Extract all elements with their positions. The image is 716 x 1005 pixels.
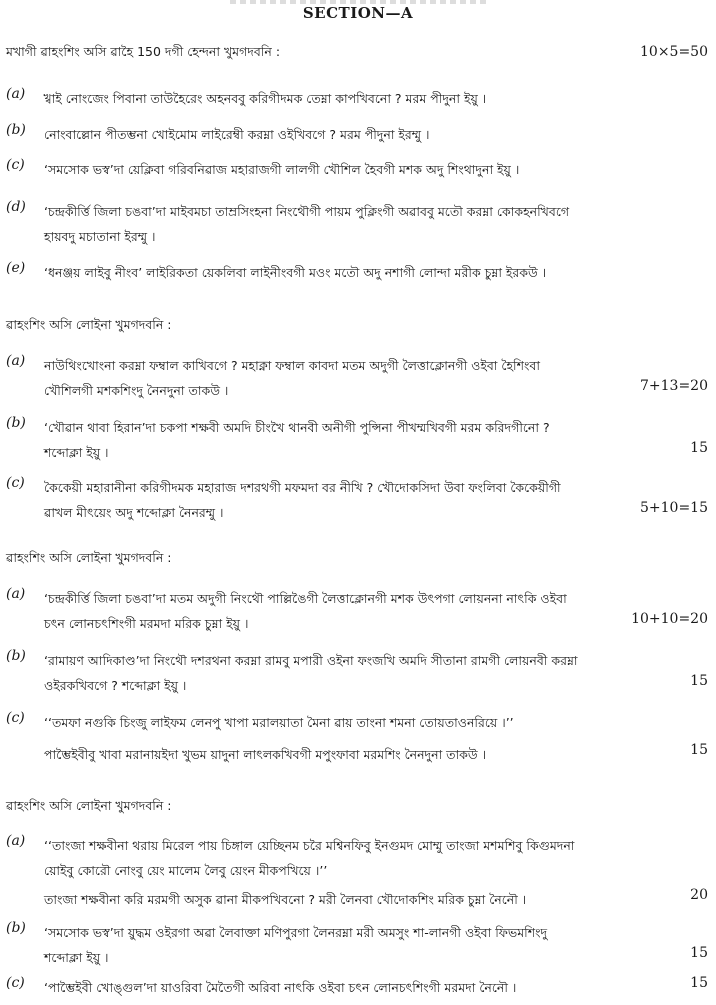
question-text-cont: ৱাখল মীৎয়েং অদু শব্দোক্লা নৈনরম্মু । — [44, 505, 224, 520]
question-label: (c) — [6, 157, 25, 173]
question-text: ‘‘তমফা নগুকি চিংজু লাইফম লেনপু খাপা মরালয়াতা মৈনা ৱায় তাংনা শমনা তোয়তাওনরিয়ে ।’’ — [44, 715, 514, 730]
question-label: (c) — [6, 710, 25, 726]
question-text: নাউথিংখোংনা করম্না ফম্বাল কাখিবগে ? মহাক্না ফম্বাল কাবদা মতম অদুগী লৈত্তাক্লোনগী ওইবা হৈশিংবা — [44, 358, 540, 373]
question-text: ‘চন্দ্রকীর্ত্তি জিলা চঙবা’দা মতম অদুগী নিংথৌ পাল্লিঙৈগী লৈত্তাক্লোনগী মশক উৎপগা লোয়ননা নাৎকি ওইবা — [44, 591, 567, 606]
group-1-marks: 10×5=50 — [640, 44, 708, 60]
question-marks: 7+13=20 — [640, 378, 708, 394]
question-1d — [6, 199, 708, 249]
question-text: ‘ধনঞ্জয় লাইবু নীংব’ লাইরিকতা য়েকলিবা লাইনীংবগী মওং মতৌ অদু নশাগী লোন্দা মরীক চুম্না ইরকউ । — [44, 265, 547, 280]
group-2-intro — [6, 317, 708, 337]
question-1e — [6, 260, 708, 285]
question-text: ‘সমসোক ভস্ব’দা য়েক্লিবা গরিবনিৱাজ মহারাজগী লালগী খৌশিল হৈবগী মশক অদু শিংথাদুনা ইয়ু । — [44, 162, 520, 177]
question-text: নোংবাল্লোন পীতম্ভনা খোইমোম লাইরেম্বী করম্না ওইখিবগে ? মরম পীদুনা ইরম্মু । — [44, 127, 430, 142]
question-label: (a) — [6, 586, 26, 602]
question-3c — [6, 710, 708, 767]
question-label: (e) — [6, 260, 26, 276]
group-3-intro — [6, 550, 708, 570]
question-marks: 15 — [690, 440, 708, 456]
question-4b — [6, 920, 708, 970]
question-2a — [6, 353, 708, 403]
question-text-cont: হায়বদু মচাতানা ইরম্মু । — [44, 229, 156, 244]
question-text-cont: য়োইবু কোরৌ নোংবু য়েং মালেম লৈবু য়েংন মীকপখিয়ে ।’’ — [44, 863, 328, 878]
question-1c — [6, 157, 708, 182]
question-text: ‘পাম্ভৈইবী খোঙ্গুল’দা য়াওরিবা মৈতৈগী অরিবা নাৎকি ওইবা চৎন লোনচৎশিংগী মরমদা নৈনৌ । — [44, 980, 517, 995]
question-marks: 10+10=20 — [631, 611, 708, 627]
question-2c — [6, 475, 708, 525]
question-3b — [6, 648, 708, 698]
question-2b — [6, 415, 708, 465]
question-label: (a) — [6, 86, 26, 102]
question-label: (b) — [6, 122, 26, 138]
question-label: (c) — [6, 475, 25, 491]
question-label: (a) — [6, 353, 26, 369]
question-label: (c) — [6, 975, 25, 991]
question-label: (a) — [6, 833, 26, 849]
question-text: ‘সমসোক ভস্ব’দা য়ুদ্ধম ওইরগা অৱা লৈবাক্তা মণিপুরগা লৈনরম্না মরী অমসুং শা-লানগী ওইবা ফিভমশিংদু — [44, 925, 548, 940]
question-text-cont: খৌশিলগী মশকশিংদু নৈনদুনা তাকউ । — [44, 383, 229, 398]
question-label: (b) — [6, 648, 26, 664]
question-text: ‘‘তাংজা শক্ষবীনা থরায় মিরেল পায় চিঙ্গাল য়েচ্ছিনম চরৈ মশ্বিনফিবু ইনগুমদ মোম্মু তাংজা মশমশিবু কিগুমদনা — [44, 838, 575, 853]
group-2-instruction: ৱাহংশিং অসি লোইনা খুমগদবনি : — [6, 317, 172, 332]
question-text: কৈকেয়ী মহারানীনা করিগীদমক মহারাজ দশরথগী মফমদা বর নীখি ? খৌদোকসিদা উবা ফংলিবা কৈকেয়ীগী — [44, 480, 561, 495]
question-text: ‘চন্দ্রকীর্ত্তি জিলা চঙবা’দা মাইবমচা তাম্রসিংহনা নিংথৌগী পায়ম পুক্লিংগী অৱাববু মতৌ করম্না কোকহনখিবগে — [44, 204, 570, 219]
question-marks: 15 — [690, 945, 708, 961]
question-text-cont: পাম্ভৈইবীবু খাবা মরানায়ইদা খুভম য়াদুনা লাৎলকখিবগী মপুংফাবা মরমশিং নৈনদুনা তাকউ । — [44, 747, 487, 762]
group-4-intro — [6, 798, 708, 818]
question-marks: 15 — [690, 975, 708, 991]
question-label: (d) — [6, 199, 26, 215]
question-marks: 15 — [690, 673, 708, 689]
question-1a — [6, 86, 708, 111]
question-text-cont: ওইরকখিবগে ? শব্দোক্লা ইয়ু । — [44, 678, 187, 693]
question-label: (b) — [6, 415, 26, 431]
question-text: ‘খৌৱান থাবা হিরান’দা চকপা শক্ষবী অমদি চীংখৈ থানবী অনীগী পুন্সিনা পীখম্মখিবগী মরম করিদগীনো ? — [44, 420, 550, 435]
question-3a — [6, 586, 708, 636]
question-1b — [6, 122, 708, 147]
section-title: SECTION—A — [302, 4, 414, 22]
question-text: ‘রামায়ণ আদিকাণ্ড’দা নিংথৌ দশরথনা করম্না রামবু মপারী ওইনা ফংজখি অমদি সীতানা রামগী লোয়নবী করম্না — [44, 653, 578, 668]
question-text-sub: তাংজা শক্ষবীনা করি মরমগী অসুক ৱানা মীকপখিবনো ? মরী লৈনবা খৌদোকশিং মরিক চুম্না নৈনৌ । — [44, 892, 527, 907]
group-1-instruction: মখাগী ৱাহংশিং অসি ৱাহৈ 150 দগী হেন্দনা খুমগদবনি : — [6, 44, 281, 59]
group-4-instruction: ৱাহংশিং অসি লোইনা খুমগদবনি : — [6, 798, 172, 813]
group-3-instruction: ৱাহংশিং অসি লোইনা খুমগদবনি : — [6, 550, 172, 565]
question-4a — [6, 833, 708, 912]
question-marks: 20 — [690, 887, 708, 903]
group-1-intro — [6, 44, 708, 64]
question-text-cont: শব্দোক্লা ইয়ু । — [44, 445, 109, 460]
question-marks: 15 — [690, 742, 708, 758]
question-marks: 5+10=15 — [640, 500, 708, 516]
question-text-cont: চৎন লোনচৎশিংগী মরমদা মরিক চুম্না ইয়ু । — [44, 616, 249, 631]
question-4c — [6, 975, 708, 1000]
question-label: (b) — [6, 920, 26, 936]
question-text-cont: শব্দোক্লা ইয়ু । — [44, 950, 109, 965]
question-text: খ্বাই নোংজেং পিবানা তাউহৈরেং অহনববু করিগীদমক তেম্না কাপখিবনো ? মরম পীদুনা ইয়ু । — [44, 91, 487, 106]
